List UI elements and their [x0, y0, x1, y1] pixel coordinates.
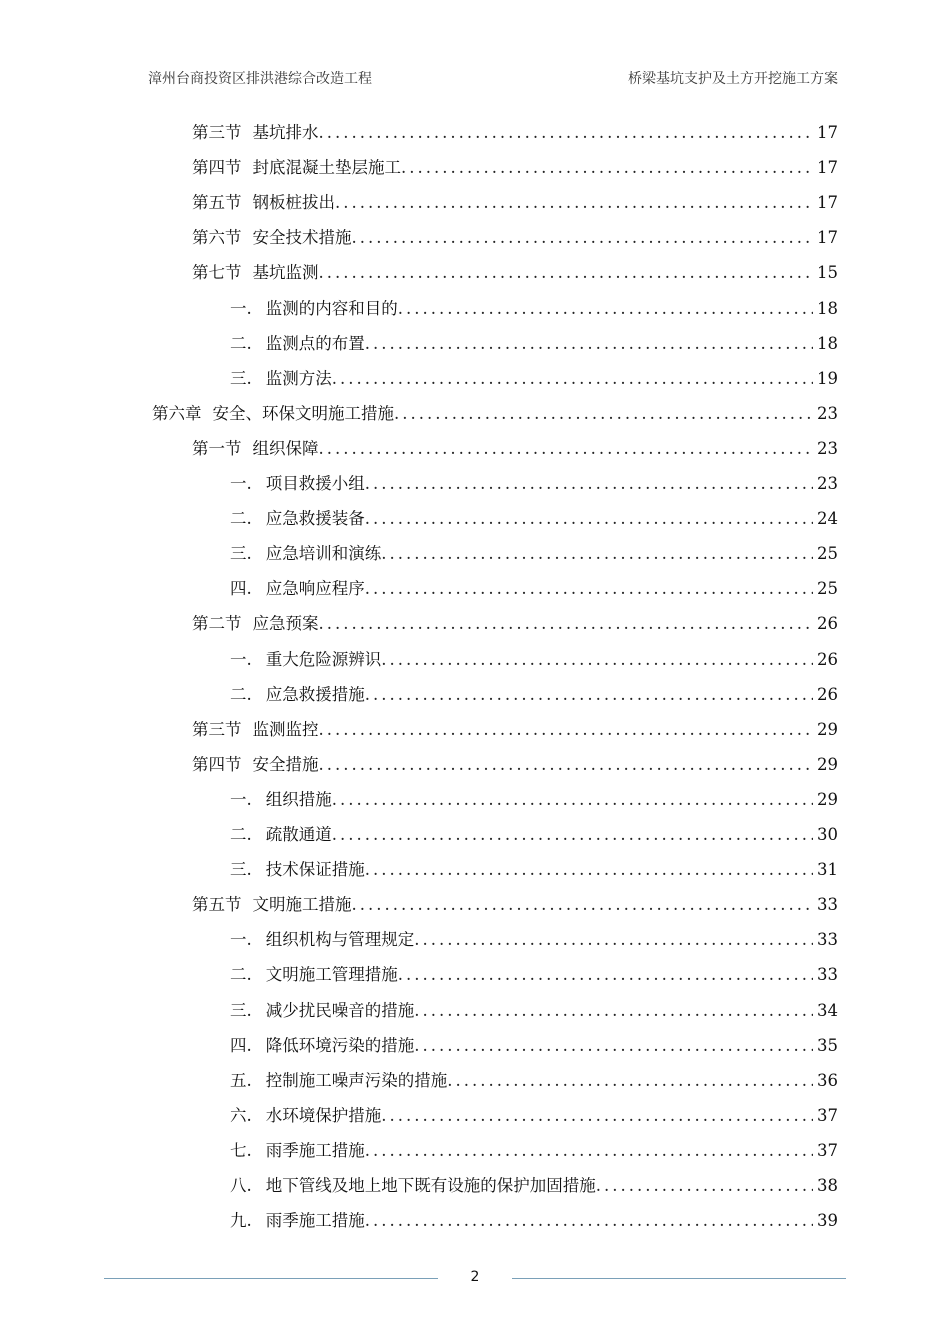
toc-entry-number: 二. — [230, 684, 252, 704]
toc-entry-title: 地下管线及地上地下既有设施的保护加固措施 — [265, 1176, 596, 1195]
toc-entry[interactable] — [152, 397, 838, 431]
toc-entry[interactable] — [230, 994, 838, 1028]
toc-dot-leader — [381, 643, 813, 677]
toc-entry[interactable] — [230, 923, 838, 957]
toc-entry-number: 三. — [230, 544, 252, 564]
toc-entry-page: 17 — [817, 158, 838, 178]
toc-entry-number: 三. — [230, 368, 252, 388]
toc-entry-title: 钢板桩拔出 — [252, 193, 335, 213]
toc-dot-leader — [381, 537, 813, 571]
toc-entry[interactable] — [192, 256, 838, 290]
toc-dot-leader — [365, 327, 813, 361]
toc-dot-leader — [319, 607, 814, 641]
toc-entry-page: 37 — [817, 1105, 838, 1125]
header-document-title: 桥梁基坑支护及土方开挖施工方案 — [628, 71, 838, 87]
toc-dot-leader — [332, 783, 813, 817]
toc-dot-leader — [335, 186, 813, 220]
footer-divider-right — [512, 1278, 846, 1279]
toc-dot-leader — [365, 1134, 813, 1168]
toc-entry-number: 第一节 — [192, 438, 242, 458]
toc-entry[interactable] — [230, 572, 838, 606]
toc-dot-leader — [352, 888, 814, 922]
toc-entry-number: 第七节 — [192, 263, 242, 283]
toc-entry-number: 一. — [230, 298, 252, 318]
toc-entry[interactable] — [230, 643, 838, 677]
toc-entry-title: 封底混凝土垫层施工 — [252, 158, 401, 178]
toc-entry[interactable] — [230, 818, 838, 852]
toc-entry-page: 17 — [817, 123, 838, 142]
toc-entry-page: 29 — [817, 754, 838, 774]
toc-entry-page: 34 — [817, 1000, 838, 1020]
toc-dot-leader — [319, 256, 814, 290]
toc-entry[interactable] — [230, 467, 838, 501]
toc-dot-leader — [401, 151, 813, 185]
toc-dot-leader — [365, 678, 813, 712]
toc-entry-number: 二. — [230, 509, 252, 529]
toc-entry[interactable] — [230, 292, 838, 326]
toc-entry-title: 应急预案 — [252, 614, 319, 634]
toc-entry-title: 组织机构与管理规定 — [265, 930, 415, 950]
toc-entry[interactable] — [192, 748, 838, 782]
toc-entry[interactable] — [192, 221, 838, 255]
toc-entry-title: 应急响应程序 — [265, 579, 365, 599]
toc-dot-leader — [414, 923, 813, 957]
toc-entry-title: 基坑监测 — [252, 263, 319, 283]
toc-entry-page: 35 — [817, 1035, 838, 1055]
toc-dot-leader — [414, 994, 813, 1028]
toc-entry-page: 31 — [817, 860, 838, 880]
toc-dot-leader — [365, 467, 813, 501]
toc-entry-title: 雨季施工措施 — [265, 1211, 365, 1231]
toc-entry-number: 第四节 — [192, 754, 242, 774]
toc-entry-title: 监测的内容和目的 — [265, 298, 398, 318]
toc-dot-leader — [414, 1029, 813, 1063]
toc-entry-number: 一. — [230, 474, 252, 493]
toc-dot-leader — [398, 958, 813, 992]
toc-entry[interactable] — [230, 327, 838, 361]
toc-entry-title: 水环境保护措施 — [265, 1105, 382, 1125]
toc-dot-leader — [365, 502, 813, 536]
toc-entry-title: 文明施工措施 — [252, 895, 352, 915]
toc-dot-leader — [319, 432, 814, 466]
toc-dot-leader — [596, 1169, 813, 1203]
toc-entry-number: 第二节 — [192, 614, 242, 634]
toc-entry-title: 疏散通道 — [265, 825, 332, 844]
toc-entry-title: 减少扰民噪音的措施 — [265, 1000, 415, 1020]
footer-divider-left — [104, 1278, 438, 1279]
toc-entry[interactable] — [230, 1029, 838, 1063]
toc-entry[interactable] — [230, 678, 838, 712]
toc-entry-number: 七. — [230, 1140, 252, 1160]
toc-entry-number: 二. — [230, 333, 252, 353]
toc-entry-title: 安全措施 — [252, 754, 319, 774]
toc-entry-title: 应急救援措施 — [265, 684, 365, 704]
toc-entry-number: 第五节 — [192, 895, 242, 915]
toc-entry-page: 30 — [817, 825, 838, 844]
toc-entry-page: 33 — [817, 965, 838, 985]
toc-entry-page: 29 — [817, 719, 838, 739]
toc-entry-number: 五. — [230, 1070, 252, 1090]
toc-entry-page: 19 — [817, 368, 838, 388]
toc-entry-page: 15 — [817, 263, 838, 283]
toc-entry-title: 应急培训和演练 — [265, 544, 382, 564]
toc-entry-page: 38 — [817, 1176, 838, 1195]
toc-entry-page: 23 — [817, 403, 838, 423]
toc-entry-page: 26 — [817, 684, 838, 704]
toc-entry-number: 第六节 — [192, 228, 242, 248]
toc-dot-leader — [352, 221, 814, 255]
toc-entry-page: 17 — [817, 193, 838, 213]
toc-entry-number: 第三节 — [192, 719, 242, 739]
toc-entry-title: 组织措施 — [265, 789, 332, 809]
toc-entry-title: 组织保障 — [252, 438, 319, 458]
toc-entry-number: 第三节 — [192, 123, 242, 142]
toc-entry-number: 一. — [230, 930, 252, 950]
toc-entry[interactable] — [192, 713, 838, 747]
toc-entry-page: 26 — [817, 649, 838, 669]
toc-entry[interactable] — [230, 1064, 838, 1098]
toc-entry-page: 23 — [817, 474, 838, 493]
toc-entry[interactable] — [230, 362, 838, 396]
toc-entry-number: 四. — [230, 579, 252, 599]
toc-entry-number: 二. — [230, 825, 252, 844]
toc-entry-number: 六. — [230, 1105, 252, 1125]
toc-dot-leader — [365, 572, 813, 606]
toc-entry-page: 33 — [817, 930, 838, 950]
page-number: 2 — [470, 1269, 480, 1285]
toc-entry-title: 安全技术措施 — [252, 228, 352, 248]
toc-entry-page: 18 — [817, 333, 838, 353]
toc-entry[interactable] — [192, 888, 838, 922]
toc-entry-number: 三. — [230, 860, 252, 880]
toc-entry-title: 应急救援装备 — [265, 509, 365, 529]
toc-dot-leader — [332, 362, 813, 396]
toc-entry-number: 三. — [230, 1000, 252, 1020]
toc-entry-title: 监测方法 — [265, 368, 332, 388]
toc-entry-title: 降低环境污染的措施 — [265, 1035, 415, 1055]
toc-entry-page: 33 — [817, 895, 838, 915]
toc-entry-title: 技术保证措施 — [265, 860, 365, 880]
toc-entry-title: 重大危险源辨识 — [265, 649, 382, 669]
toc-entry-number: 四. — [230, 1035, 252, 1055]
toc-entry-number: 第五节 — [192, 193, 242, 213]
toc-dot-leader — [365, 853, 813, 887]
toc-entry-page: 24 — [817, 509, 838, 529]
toc-entry-number: 第四节 — [192, 158, 242, 178]
toc-entry[interactable] — [230, 958, 838, 992]
toc-entry[interactable] — [230, 1169, 838, 1203]
toc-entry-title: 安全、环保文明施工措施 — [212, 403, 394, 423]
toc-entry-page: 25 — [817, 579, 838, 599]
toc-entry-title: 文明施工管理措施 — [265, 965, 398, 985]
toc-entry-page: 25 — [817, 544, 838, 564]
toc-entry-title: 监测监控 — [252, 719, 319, 739]
toc-entry-title: 监测点的布置 — [265, 333, 365, 353]
toc-entry[interactable] — [230, 1099, 838, 1133]
toc-entry-number: 九. — [230, 1211, 252, 1231]
toc-entry[interactable] — [192, 116, 838, 150]
toc-entry-page: 37 — [817, 1140, 838, 1160]
toc-entry[interactable] — [230, 783, 838, 817]
toc-entry-number: 一. — [230, 789, 252, 809]
toc-entry-title: 项目救援小组 — [265, 474, 365, 493]
toc-dot-leader — [398, 292, 813, 326]
toc-entry[interactable] — [192, 186, 838, 220]
toc-dot-leader — [365, 1204, 813, 1238]
toc-dot-leader — [332, 818, 813, 852]
toc-dot-leader — [394, 397, 813, 431]
toc-entry-title: 雨季施工措施 — [265, 1140, 365, 1160]
toc-entry-page: 18 — [817, 298, 838, 318]
toc-entry-title: 基坑排水 — [252, 123, 319, 142]
toc-entry[interactable] — [230, 1204, 838, 1238]
toc-entry-page: 26 — [817, 614, 838, 634]
toc-entry[interactable] — [230, 502, 838, 536]
toc-entry-page: 39 — [817, 1211, 838, 1231]
toc-entry[interactable] — [230, 1134, 838, 1168]
toc-entry[interactable] — [230, 853, 838, 887]
toc-entry-page: 23 — [817, 438, 838, 458]
toc-dot-leader — [319, 748, 814, 782]
toc-entry-title: 控制施工噪声污染的措施 — [265, 1070, 448, 1090]
toc-dot-leader — [381, 1099, 813, 1133]
toc-dot-leader — [319, 116, 814, 150]
toc-dot-leader — [447, 1064, 813, 1098]
toc-entry-number: 二. — [230, 965, 252, 985]
header-project-title: 漳州台商投资区排洪港综合改造工程 — [148, 71, 372, 87]
toc-entry[interactable] — [192, 607, 838, 641]
page-header — [148, 68, 838, 90]
toc-entry[interactable] — [192, 151, 838, 185]
toc-entry-page: 17 — [817, 228, 838, 248]
toc-dot-leader — [319, 713, 814, 747]
toc-entry[interactable] — [192, 432, 838, 466]
toc-entry-page: 36 — [817, 1070, 838, 1090]
toc-entry-page: 29 — [817, 789, 838, 809]
toc-entry-number: 八. — [230, 1176, 252, 1195]
toc-entry[interactable] — [230, 537, 838, 571]
toc-entry-number: 一. — [230, 649, 252, 669]
toc-entry-number: 第六章 — [152, 403, 202, 423]
